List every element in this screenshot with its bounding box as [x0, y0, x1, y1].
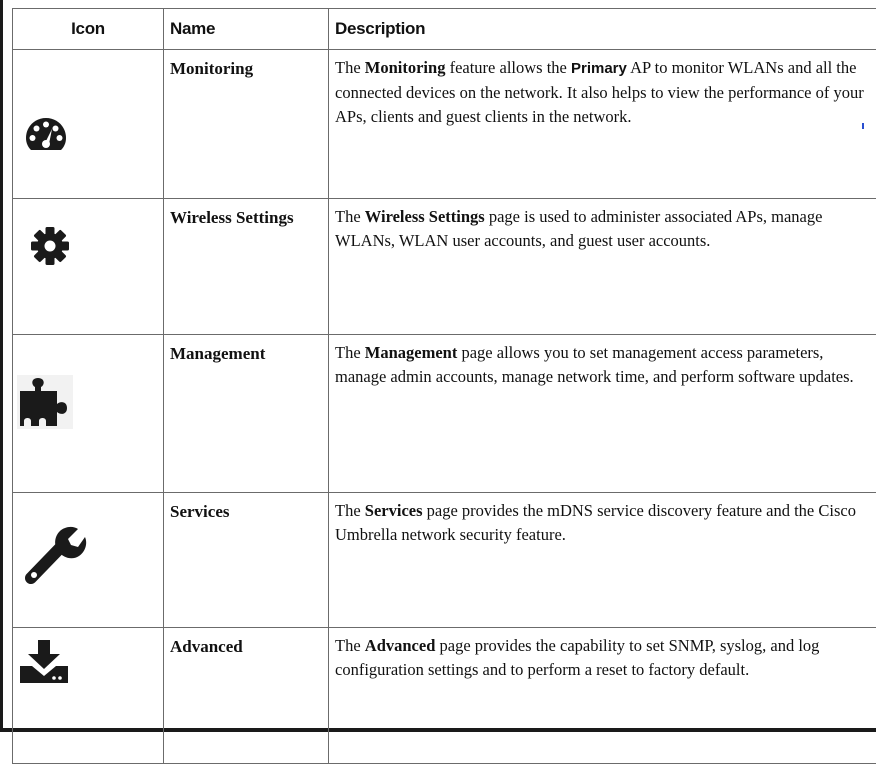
icon-cell: [13, 50, 164, 199]
description-bold-term: Advanced: [365, 636, 436, 655]
table-row: [13, 50, 876, 199]
feature-name: Advanced: [164, 628, 329, 764]
header-icon: Icon: [13, 9, 164, 50]
feature-description: The Advanced page provides the capability to set SNMP, syslog, and log configuration settings and to perform a reset to factory default.: [329, 628, 876, 764]
feature-name: Wireless Settings: [164, 199, 329, 335]
feature-description: The Monitoring feature allows the Primary AP to monitor WLANs and all the connected devices on the network. It also helps to view the performance of your APs, clients and guest clients in the network.: [329, 50, 876, 199]
download-tray-icon: [18, 638, 70, 686]
description-bold-term: Wireless Settings: [365, 207, 485, 226]
table-row: [13, 628, 876, 764]
feature-name: Services: [164, 493, 329, 628]
table-row: [13, 493, 876, 628]
blue-mark: [862, 123, 864, 129]
dashboard-gauge-icon: [25, 116, 67, 152]
description-primary-term: Primary: [571, 60, 627, 77]
feature-description: The Services page provides the mDNS service discovery feature and the Cisco Umbrella network security feature.: [329, 493, 876, 628]
puzzle-piece-icon: [17, 375, 73, 429]
header-description: Description: [329, 9, 876, 50]
feature-name: Monitoring: [164, 50, 329, 199]
feature-description: The Management page allows you to set management access parameters, manage admin accounts, manage network time, and perform software updates.: [329, 335, 876, 493]
table-row: [13, 199, 876, 335]
table-row: [13, 335, 876, 493]
description-bold-term: Services: [365, 501, 423, 520]
description-bold-term: Monitoring: [365, 58, 446, 77]
icon-cell: [13, 335, 164, 493]
icon-cell: [13, 199, 164, 335]
feature-name: Management: [164, 335, 329, 493]
gear-icon: [30, 226, 70, 266]
feature-description: The Wireless Settings page is used to administer associated APs, manage WLANs, WLAN user accounts, and guest user accounts.: [329, 199, 876, 335]
table-header-row: [13, 9, 876, 50]
feature-table: [12, 8, 876, 764]
icon-cell: [13, 493, 164, 628]
icon-cell: [13, 628, 164, 764]
description-bold-term: Management: [365, 343, 458, 362]
wrench-icon: [22, 521, 88, 587]
header-name: Name: [164, 9, 329, 50]
